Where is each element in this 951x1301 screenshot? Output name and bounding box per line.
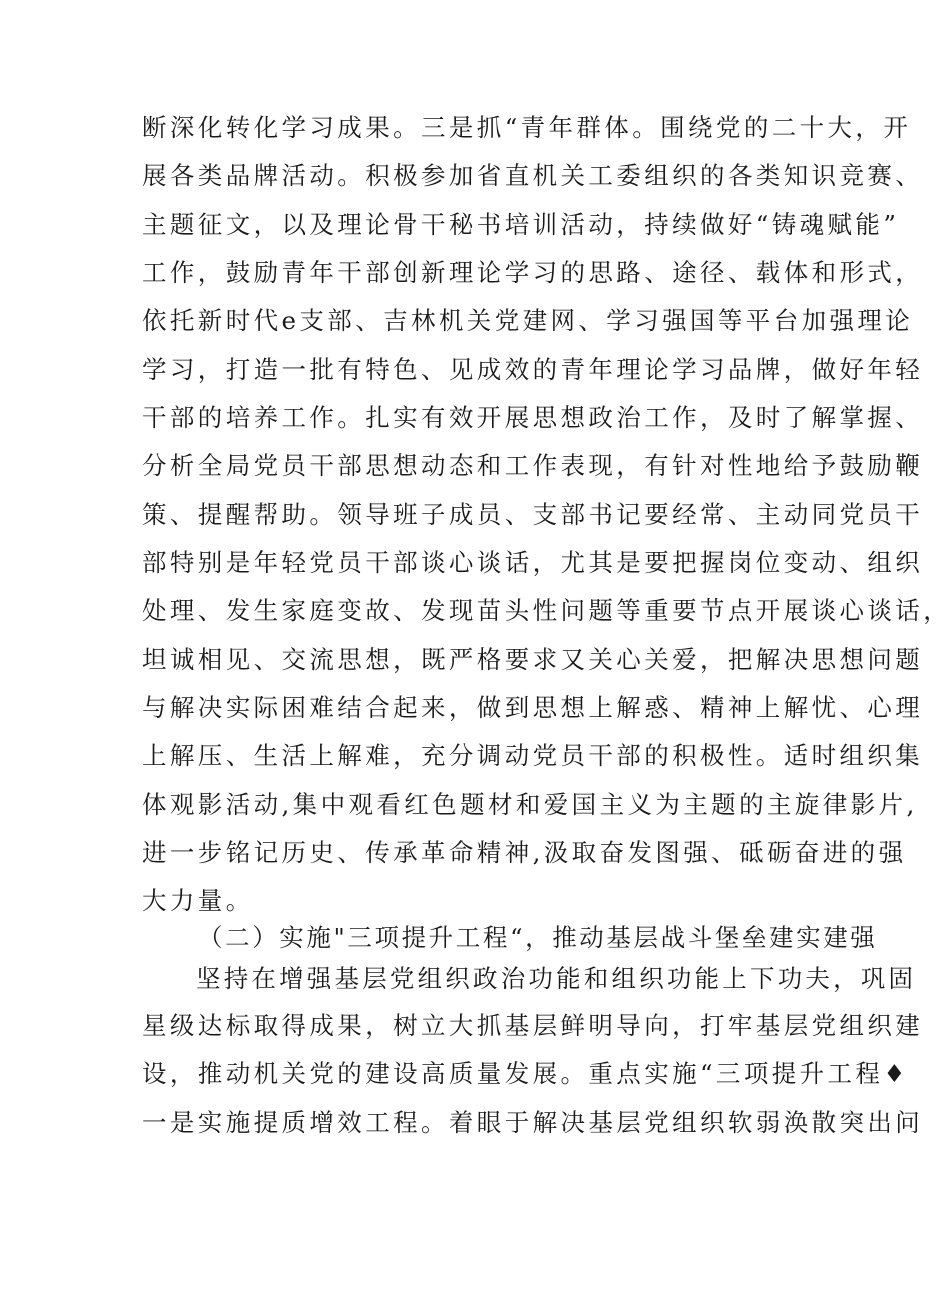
paragraph-line: 干部的培养工作。扎实有效开展思想政治工作，及时了解掌握、 xyxy=(142,403,924,432)
paragraph-line: 体观影活动,集中观看红色题材和爱国主义为主题的主旋律影片, xyxy=(142,790,918,819)
paragraph-line: 坦诚相见、交流思想，既严格要求又关心关爱，把解决思想问题 xyxy=(142,645,924,674)
paragraph-line: 大力量。 xyxy=(142,886,254,915)
paragraph-line: 主题征文，以及理论骨干秘书培训活动，持续做好“铸魂赋能” xyxy=(142,210,900,239)
paragraph-line: 部特别是年轻党员干部谈心谈话，尤其是要把握岗位变动、组织 xyxy=(142,548,924,577)
paragraph-line: 学习，打造一批有特色、见成效的青年理论学习品牌，做好年轻 xyxy=(142,355,924,384)
paragraph-line: 上解压、生活上解难，充分调动党员干部的积极性。适时组织集 xyxy=(142,741,924,770)
paragraph-line: 设，推动机关党的建设高质量发展。重点实施“三项提升工程♦ xyxy=(142,1059,909,1088)
paragraph-line: 策、提醒帮助。领导班子成员、支部书记要经常、主动同党员干 xyxy=(142,500,924,529)
paragraph-line: 依托新时代e支部、吉林机关党建网、学习强国等平台加强理论 xyxy=(142,306,914,335)
paragraph-line: 处理、发生家庭变故、发现苗头性问题等重要节点开展谈心谈话， xyxy=(142,596,951,625)
paragraph-line: 分析全局党员干部思想动态和工作表现，有针对性地给予鼓励鞭 xyxy=(142,451,924,480)
section-heading: （二）实施"三项提升工程“，推动基层战斗堡垒建实建强 xyxy=(198,923,878,952)
paragraph-line: 工作，鼓励青年干部创新理论学习的思路、途径、载体和形式， xyxy=(142,258,924,287)
paragraph-line: 星级达标取得成果，树立大抓基层鲜明导向，打牢基层党组织建 xyxy=(142,1011,924,1040)
paragraph-line: 展各类品牌活动。积极参加省直机关工委组织的各类知识竞赛、 xyxy=(142,161,924,190)
paragraph-line: 一是实施提质增效工程。着眼于解决基层党组织软弱涣散突出问 xyxy=(142,1108,924,1137)
paragraph-line: 进一步铭记历史、传承革命精神,汲取奋发图强、砥砺奋进的强 xyxy=(142,838,907,867)
paragraph-line: 坚持在增强基层党组织政治功能和组织功能上下功夫，巩固 xyxy=(196,964,917,993)
paragraph-line: 与解决实际困难结合起来，做到思想上解惑、精神上解忧、心理 xyxy=(142,693,924,722)
paragraph-line: 断深化转化学习成果。三是抓“青年群体。围绕党的二十大，开 xyxy=(142,113,912,142)
